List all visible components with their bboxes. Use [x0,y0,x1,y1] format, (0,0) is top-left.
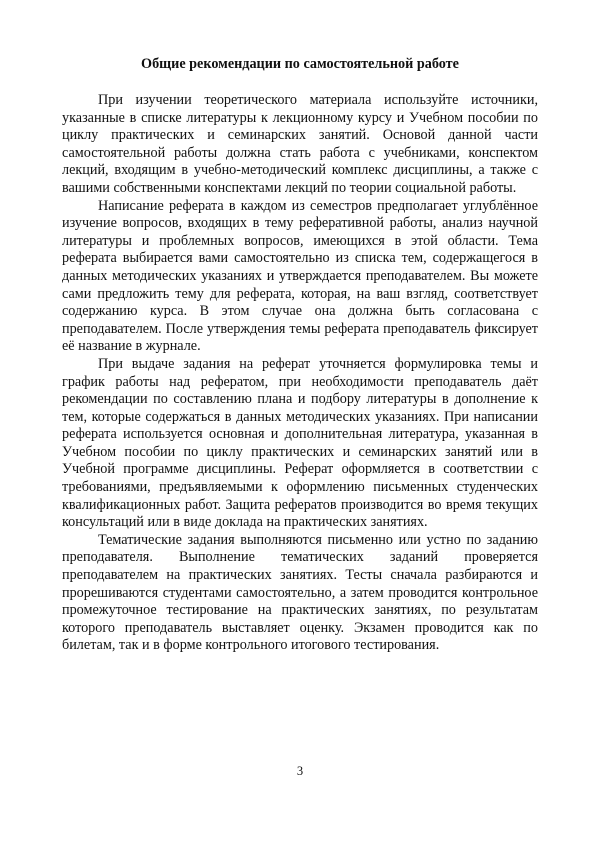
paragraph-sources: При изучении теоретического материала используйте источники, указанные в списке литературы к лекционному курсу и Учебном пособии по циклу практических и семинарских занятий. Основой данной части самостоятельной работы должна стать работа с учебниками, конспектом лекций, входящим в учебно-методический комплекс дисциплины, а также с вашими собственными конспектами лекций по теории социальной работы. [62,92,538,196]
paragraph-essay-writing: Написание реферата в каждом из семестров предполагает углублённое изучение вопросов, входящих в тему реферативной работы, анализ научной литературы и проблемных вопросов, имеющихся в этой области. Тема реферата выбирается вами самостоятельно из списка тем, содержащегося в данных методических указаниях и утверждается преподавателем. Вы можете сами предложить тему для реферата, которая, на ваш взгляд, соответствует содержанию курса. В этом случае она должна быть согласована с преподавателем. После утверждения темы реферата преподаватель фиксирует её название в журнале. [62,197,538,355]
page-number: 3 [296,764,304,778]
paragraph-essay-assignment: При выдаче задания на реферат уточняется формулировка темы и график работы над рефератом, при необходимости преподаватель даёт рекомендации по составлению плана и подбору литературы в дополнение к тем, которые содержаться в данных методических указаниях. При написании реферата используется основная и дополнительная литература, указанная в Учебном пособии по циклу практических и семинарских занятий или в Учебной программе дисциплины. Реферат оформляется в соответствии с требованиями, предъявляемыми к оформлению письменных студенческих квалификационных работ. Защита рефератов производится во время текущих консультаций или в виде доклада на практических занятиях. [62,355,538,531]
body-text [62,92,538,655]
paragraph-thematic-tasks: Тематические задания выполняются письменно или устно по заданию преподавателя. Выполнение тематических заданий проверяется преподавателем на практических занятиях. Тесты сначала разбираются и прорешиваются студентами самостоятельно, а затем проводится контрольное промежуточное тестирование на практических занятиях, по результатам которого преподаватель выставляет оценку. Экзамен проводится как по билетам, так и в форме контрольного итогового тестирования. [62,531,538,654]
page-title: Общие рекомендации по самостоятельной работе [141,56,459,72]
